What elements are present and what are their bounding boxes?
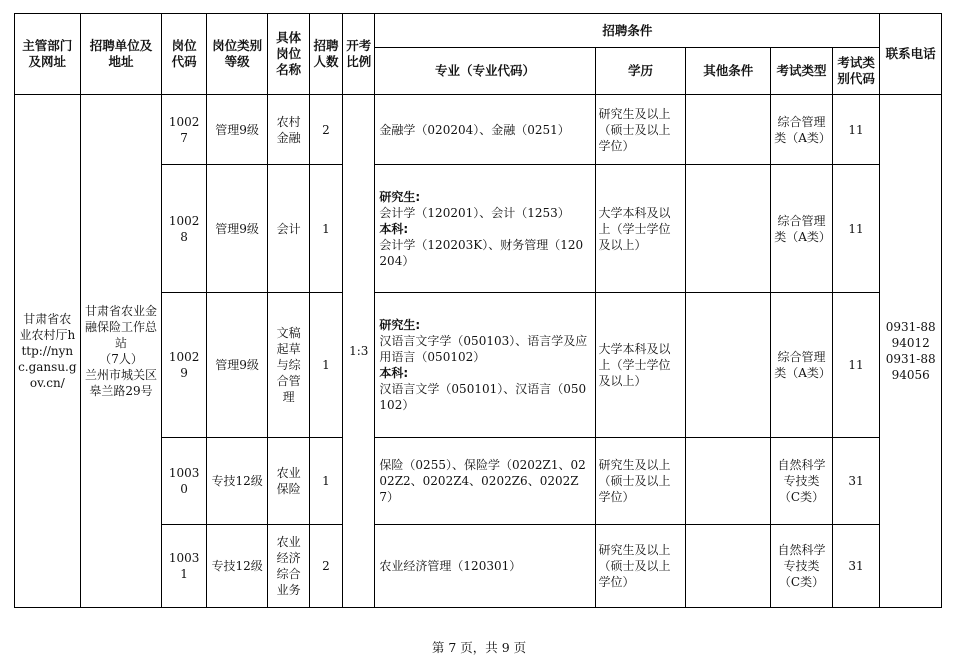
education-cell: 大学本科及以上（学士学位及以上）: [595, 165, 686, 293]
exam-code-cell: 11: [832, 95, 880, 165]
position-category: 管理9级: [206, 95, 268, 165]
other-cell: [686, 525, 771, 608]
position-name: 农业经济综合业务: [268, 525, 309, 608]
exam-type-cell: 自然科学专技类（C类）: [771, 438, 833, 525]
exam-type-cell: 综合管理类（A类）: [771, 165, 833, 293]
dept-cell: 甘肃省农业农村厅http://nync.gansu.gov.cn/: [15, 95, 81, 608]
major-cell: [375, 293, 595, 438]
other-cell: [686, 438, 771, 525]
page-footer: 第 7 页，共 9 页: [431, 640, 527, 655]
recruit-count: 2: [309, 95, 342, 165]
other-cell: [686, 165, 771, 293]
other-cell: [686, 95, 771, 165]
grad-majors: 汉语言文字学（050103）、语言学及应用语言（050102）: [379, 334, 588, 364]
recruit-count: 1: [309, 438, 342, 525]
exam-code-cell: 31: [832, 525, 880, 608]
grad-majors: 会计学（120201）、会计（1253）: [379, 205, 570, 220]
undergrad-label: 本科:: [379, 366, 409, 380]
education-cell: 大学本科及以上（学士学位及以上）: [595, 293, 686, 438]
major-cell: 保险（0255）、保险学（0202Z1、0202Z2、0202Z4、0202Z6、0202Z7）: [375, 438, 595, 525]
position-name: 农村金融: [268, 95, 309, 165]
major-cell: [375, 165, 595, 293]
header-dept: 主管部门及网址: [15, 14, 81, 95]
exam-type-cell: 自然科学专技类（C类）: [771, 525, 833, 608]
position-code: 10029: [162, 293, 206, 438]
position-name: 会计: [268, 165, 309, 293]
header-exam-type: 考试类型: [771, 48, 833, 95]
major-cell: 金融学（020204）、金融（0251）: [375, 95, 595, 165]
unit-cell: [80, 95, 162, 608]
position-name: 文稿起草与综合管理: [268, 293, 309, 438]
contact-phone-2: 0931-8894056: [885, 352, 936, 382]
ratio-cell: 1:3: [343, 95, 375, 608]
recruitment-table: [14, 13, 942, 608]
recruit-count: 1: [309, 293, 342, 438]
table-row: [15, 95, 942, 165]
position-category: 专技12级: [206, 438, 268, 525]
major-cell: 农业经济管理（120301）: [375, 525, 595, 608]
exam-code-cell: 11: [832, 165, 880, 293]
header-conditions: 招聘条件: [375, 14, 880, 48]
header-major: 专业（专业代码）: [375, 48, 595, 95]
position-code: 10030: [162, 438, 206, 525]
other-cell: [686, 293, 771, 438]
header-exam-code: 考试类别代码: [832, 48, 880, 95]
unit-address: 兰州市城关区皋兰路29号: [85, 368, 158, 398]
header-ratio: 开考比例: [343, 14, 375, 95]
contact-phone-1: 0931-8894012: [885, 320, 936, 350]
unit-count: （7人）: [99, 352, 143, 366]
recruit-count: 1: [309, 165, 342, 293]
header-education: 学历: [595, 48, 686, 95]
position-code: 10028: [162, 165, 206, 293]
position-category: 管理9级: [206, 165, 268, 293]
education-cell: 研究生及以上（硕士及以上学位）: [595, 525, 686, 608]
undergrad-label: 本科:: [379, 221, 409, 236]
position-category: 专技12级: [206, 525, 268, 608]
position-name: 农业保险: [268, 438, 309, 525]
header-code: 岗位代码: [162, 14, 206, 95]
header-other: 其他条件: [686, 48, 771, 95]
header-position: 具体岗位名称: [268, 14, 309, 95]
header-contact: 联系电话: [880, 14, 942, 95]
exam-type-cell: 综合管理类（A类）: [771, 293, 833, 438]
header-count: 招聘人数: [309, 14, 342, 95]
position-category: 管理9级: [206, 293, 268, 438]
recruit-count: 2: [309, 525, 342, 608]
undergrad-majors: 汉语言文学（050101）、汉语言（050102）: [379, 382, 587, 412]
header-category: 岗位类别等级: [206, 14, 268, 95]
header-unit: 招聘单位及地址: [80, 14, 162, 95]
education-cell: 研究生及以上（硕士及以上学位）: [595, 438, 686, 525]
grad-label: 研究生:: [379, 318, 421, 332]
exam-code-cell: 31: [832, 438, 880, 525]
position-code: 10027: [162, 95, 206, 165]
unit-name: 甘肃省农业金融保险工作总站: [85, 304, 158, 350]
undergrad-majors: 会计学（120203K）、财务管理（120204）: [379, 237, 584, 268]
exam-type-cell: 综合管理类（A类）: [771, 95, 833, 165]
exam-code-cell: 11: [832, 293, 880, 438]
position-code: 10031: [162, 525, 206, 608]
education-cell: 研究生及以上（硕士及以上学位）: [595, 95, 686, 165]
grad-label: 研究生:: [379, 189, 421, 204]
contact-cell: [880, 95, 942, 608]
